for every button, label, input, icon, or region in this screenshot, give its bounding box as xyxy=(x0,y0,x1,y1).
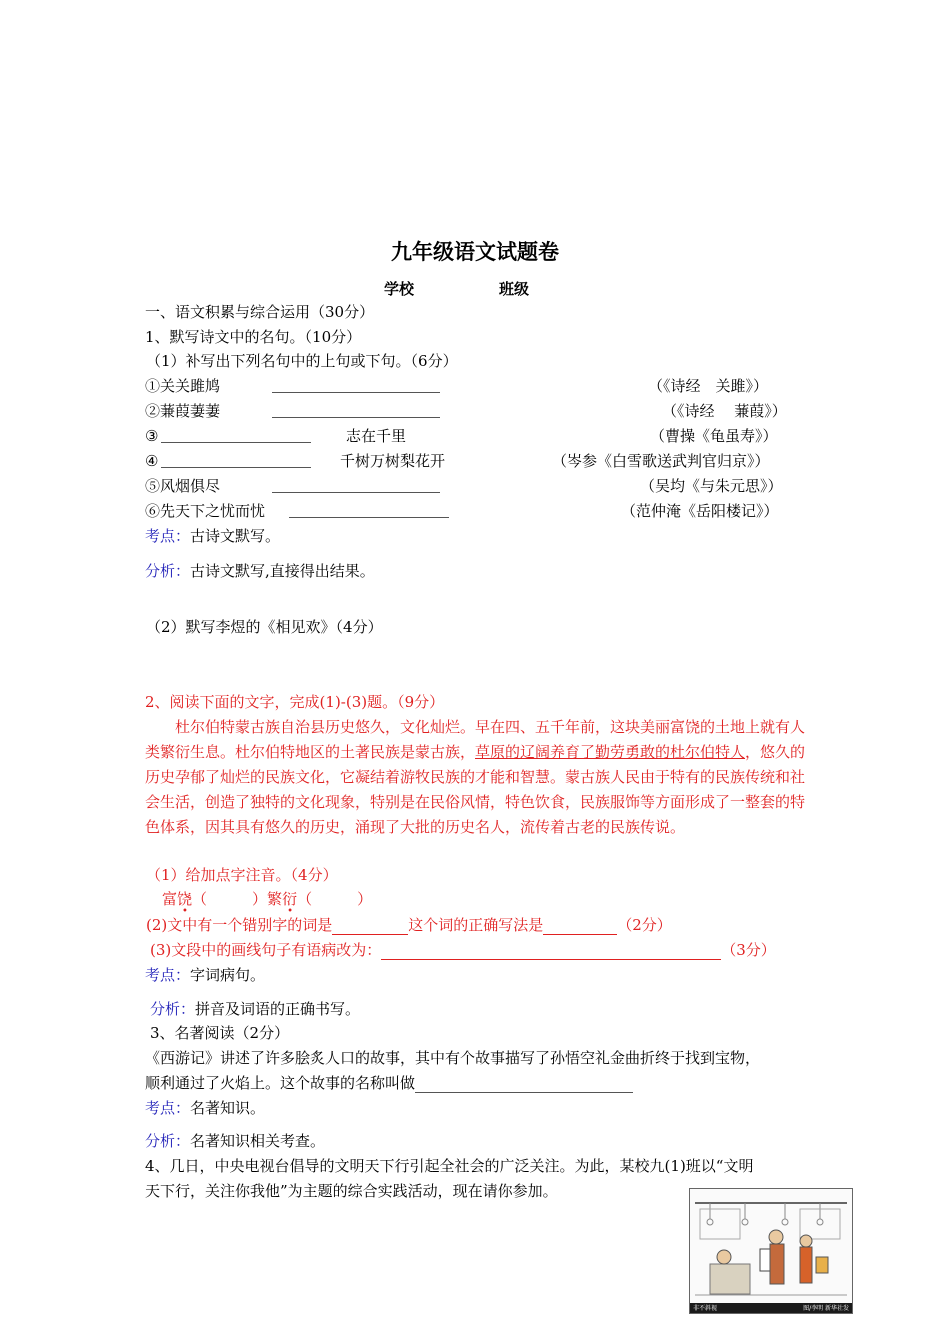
pinyin-blank[interactable]: （ ） xyxy=(297,890,373,908)
q3-text: 顺利通过了火焰上。这个故事的名称叫做 xyxy=(145,1074,416,1092)
fenxi-3 xyxy=(145,1131,325,1151)
sub2-text: 这个词的正确写法是 xyxy=(408,916,544,934)
kaodian-text: 古诗文默写。 xyxy=(190,527,281,545)
passage-part: ，悠久的历史孕郁了灿烂的民族文化，它凝结着游牧民族的才能和智慧。蒙古族人民由于特有的民族传统和社会生活，创造了独特的文化现象，特别是在民俗风情，特色饮食，民族服饰等方面形成了一整套的特色体系，因其具有悠久的历史，涌现了大批的历史名人，流传着古老的民族传说。 xyxy=(145,743,806,836)
answer-blank[interactable] xyxy=(332,918,408,935)
caption-left: 非不斜视 xyxy=(693,1305,718,1312)
q1-heading: 1、默写诗文中的名句。（10分） xyxy=(145,328,362,346)
sub3-text: (3)文段中的画线句子有语病改为： xyxy=(150,941,382,959)
q2-sub2 xyxy=(146,915,672,935)
cartoon-drawing xyxy=(690,1189,852,1303)
answer-blank[interactable] xyxy=(381,943,721,960)
poem-num: ③ xyxy=(145,427,159,445)
sub3-score: （3分） xyxy=(721,941,776,959)
poem-num: ① xyxy=(145,377,161,395)
answer-blank[interactable] xyxy=(272,476,440,493)
q2-sub3 xyxy=(150,940,776,960)
passage-part: 杜尔伯特蒙古族自治县历史悠久，文化灿烂。早在四、五千年前，这块美丽富饶的土地上就有人类繁衍生息。杜尔伯特地区的土著民族是蒙古族， xyxy=(145,718,806,761)
word: 富 xyxy=(162,890,178,908)
kaodian-label: 考点： xyxy=(145,1099,191,1117)
kaodian-3 xyxy=(145,1098,265,1118)
q1-sub2: （2）默写李煜的《相见欢》（4分） xyxy=(146,618,383,636)
poem-num: ② xyxy=(145,402,161,420)
fenxi-2 xyxy=(150,999,360,1019)
fenxi-label: 分析： xyxy=(150,1000,196,1018)
dotted-char: 饶 xyxy=(177,890,193,908)
caption-bar xyxy=(690,1303,852,1313)
poem-text: 志在千里 xyxy=(346,427,407,445)
answer-blank[interactable] xyxy=(543,918,617,935)
caption-right: 图/李明 新华社发 xyxy=(803,1305,849,1312)
answer-blank[interactable] xyxy=(272,401,440,418)
kaodian-2 xyxy=(145,965,265,985)
underlined-sentence: 草原的辽阔养育了勤劳勇敢的杜尔伯特人 xyxy=(475,743,746,761)
kaodian-1 xyxy=(145,526,280,546)
dotted-char: 衍 xyxy=(282,890,298,908)
class-label: 班级 xyxy=(499,280,530,298)
poem-source: （曹操《龟虽寿》） xyxy=(650,427,778,445)
word: 繁 xyxy=(267,890,283,908)
kaodian-text: 字词病句。 xyxy=(190,966,266,984)
section-1-heading: 一、语文积累与综合运用（30分） xyxy=(145,303,375,321)
fenxi-1 xyxy=(145,561,375,581)
q3-line-2 xyxy=(145,1073,633,1093)
kaodian-label: 考点： xyxy=(145,966,191,984)
school-label: 学校 xyxy=(384,280,415,298)
q3-heading: 3、名著阅读（2分） xyxy=(150,1024,290,1042)
cartoon-image xyxy=(689,1188,853,1314)
poem-source: （《诗经 关雎》） xyxy=(648,377,769,395)
poem-num: ④ xyxy=(145,452,159,470)
poem-source: （吴均《与朱元思》） xyxy=(640,477,783,495)
q2-pinyin-items xyxy=(162,889,372,909)
poem-text: 蒹葭萋萋 xyxy=(160,402,221,420)
kaodian-text: 名著知识。 xyxy=(190,1099,266,1117)
answer-blank[interactable] xyxy=(161,451,311,468)
q4-line-2: 天下行，关注你我他”为主题的综合实践活动，现在请你参加。 xyxy=(145,1182,558,1200)
fenxi-label: 分析： xyxy=(145,562,191,580)
fenxi-text: 拼音及词语的正确书写。 xyxy=(195,1000,361,1018)
fenxi-text: 古诗文默写,直接得出结果。 xyxy=(190,562,375,580)
poem-line-6 xyxy=(145,501,265,521)
poem-num: ⑤ xyxy=(145,477,161,495)
page-title: 九年级语文试题卷 xyxy=(391,240,559,264)
answer-blank[interactable] xyxy=(161,426,311,443)
poem-line-5 xyxy=(145,476,220,496)
answer-blank[interactable] xyxy=(289,501,449,518)
q4-line-1: 4、几日，中央电视台倡导的文明天下行引起全社会的广泛关注。为此，某校九(1)班以“文明 xyxy=(145,1157,754,1175)
q2-heading: 2、阅读下面的文字，完成(1)-(3)题。（9分） xyxy=(145,693,445,711)
answer-blank[interactable] xyxy=(272,376,440,393)
poem-text: 关关雎鸠 xyxy=(160,377,221,395)
poem-source: （岑参《白雪歌送武判官归京》） xyxy=(552,452,770,470)
poem-text: 风烟俱尽 xyxy=(160,477,221,495)
poem-line-1 xyxy=(145,376,220,396)
poem-source: （范仲淹《岳阳楼记》） xyxy=(621,502,779,520)
poem-num: ⑥ xyxy=(145,502,161,520)
poem-text: 先天下之忧而忧 xyxy=(160,502,266,520)
fenxi-text: 名著知识相关考查。 xyxy=(190,1132,326,1150)
poem-text: 千树万树梨花开 xyxy=(340,452,446,470)
q2-passage xyxy=(145,715,809,840)
fenxi-label: 分析： xyxy=(145,1132,191,1150)
sub2-score: （2分） xyxy=(617,916,672,934)
kaodian-label: 考点： xyxy=(145,527,191,545)
answer-blank[interactable] xyxy=(415,1076,633,1093)
sub2-text: (2)文中有一个错别字的词是 xyxy=(146,916,333,934)
q3-line-1: 《西游记》讲述了许多脍炙人口的故事，其中有个故事描写了孙悟空礼金曲折终于找到宝物， xyxy=(145,1049,761,1067)
q1-sub1: （1）补写出下列名句中的上句或下句。（6分） xyxy=(146,352,458,370)
pinyin-blank[interactable]: （ ） xyxy=(192,890,268,908)
q2-sub1: （1）给加点字注音。（4分） xyxy=(146,866,338,884)
poem-line-2 xyxy=(145,401,220,421)
poem-source: （《诗经 蒹葭》） xyxy=(662,402,787,420)
